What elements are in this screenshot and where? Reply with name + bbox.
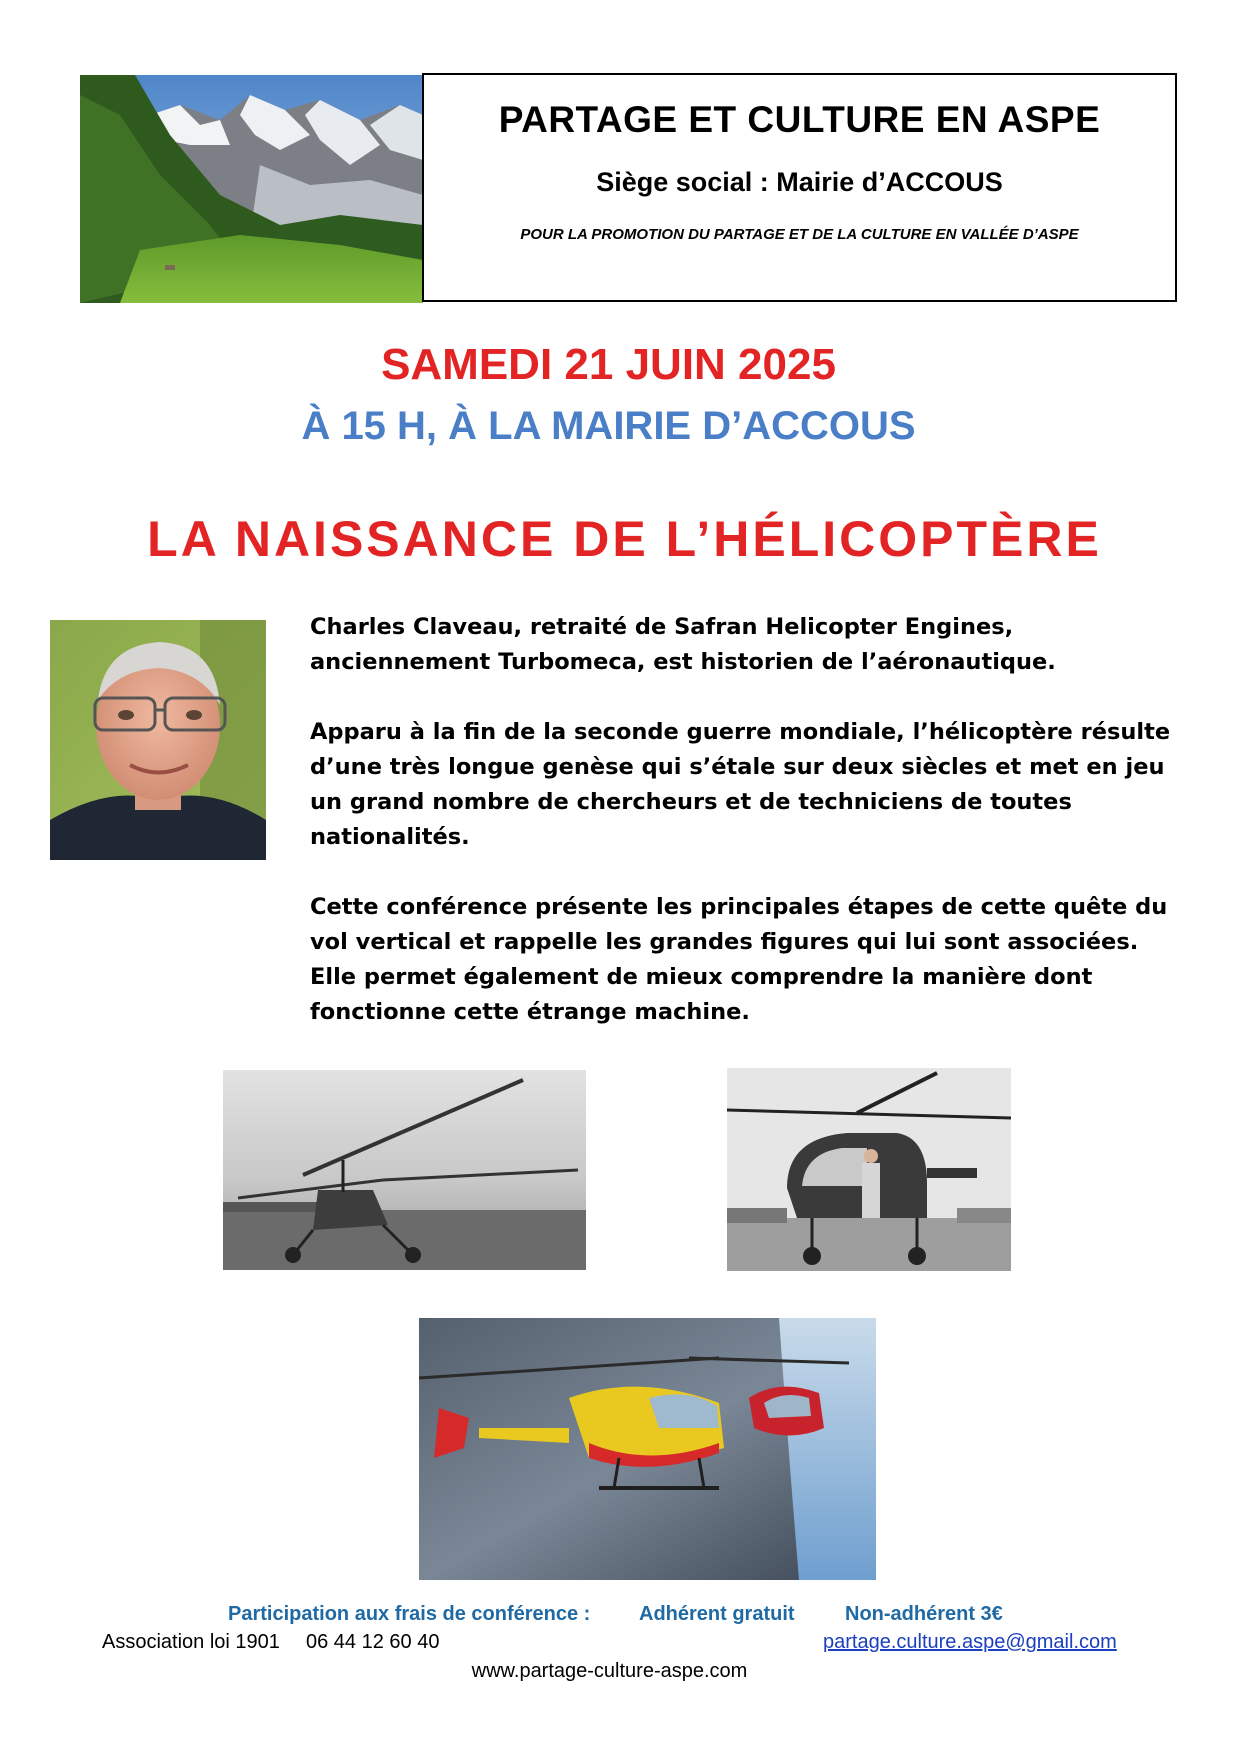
event-title: LA NAISSANCE DE L’HÉLICOPTÈRE	[147, 511, 1102, 567]
header-box	[422, 73, 1177, 302]
description-paragraph: Charles Claveau, retraité de Safran Helicopter Engines, anciennement Turbomeca, est historien de l’aéronautique.	[310, 614, 1056, 675]
org-motto: POUR LA PROMOTION DU PARTAGE ET DE LA CULTURE EN VALLÉE D’ASPE	[520, 226, 1079, 243]
event-time-place: À 15 H, À LA MAIRIE D’ACCOUS	[301, 404, 916, 448]
email-link[interactable]: partage.culture.aspe@gmail.com	[823, 1631, 1117, 1653]
org-seat: Siège social : Mairie d’ACCOUS	[596, 167, 1003, 197]
sikorsky-helicopter-photo	[727, 1068, 1011, 1271]
website-url[interactable]: www.partage-culture-aspe.com	[471, 1660, 748, 1682]
description-paragraph: Apparu à la fin de la seconde guerre mondiale, l’hélicoptère résulte d’une très longue genèse qui s’étale sur deux siècles et met en jeu un grand nombre de chercheurs et de techniciens de toutes nationalités.	[310, 719, 1171, 850]
speaker-portrait	[50, 620, 266, 860]
description-paragraph: Cette conférence présente les principales étapes de cette quête du vol vertical et rappelle les grandes figures qui lui sont associées. Elle permet également de mieux comprendre la manière dont fonctionne cette étrange machine.	[310, 894, 1168, 1025]
fee-nonmember: Non-adhérent 3€	[845, 1603, 1003, 1625]
fee-member: Adhérent gratuit	[639, 1603, 795, 1625]
org-name: PARTAGE ET CULTURE EN ASPE	[498, 99, 1101, 140]
rescue-helicopters-photo	[419, 1318, 876, 1580]
phone-number: 06 44 12 60 40	[306, 1631, 440, 1653]
association-type: Association loi 1901	[102, 1631, 280, 1653]
description	[310, 610, 1180, 1065]
fee-label: Participation aux frais de conférence :	[228, 1603, 591, 1625]
event-date: SAMEDI 21 JUIN 2025	[381, 340, 836, 389]
mountain-photo	[80, 75, 423, 303]
historic-helicopter-photo	[223, 1070, 586, 1270]
